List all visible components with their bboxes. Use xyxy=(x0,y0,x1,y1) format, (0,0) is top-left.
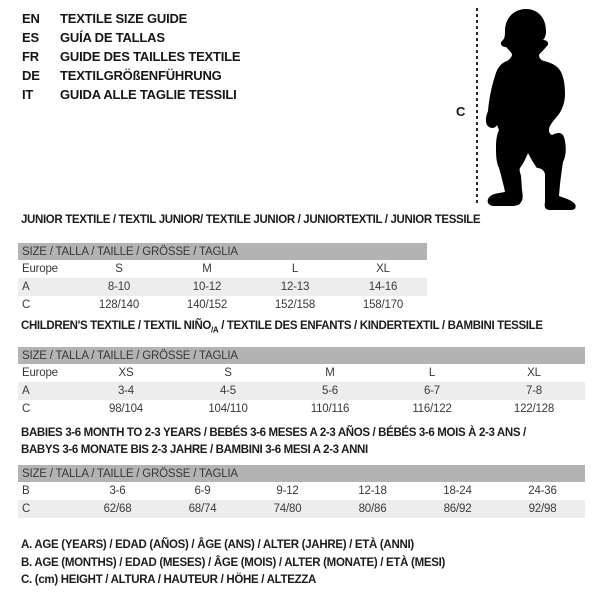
language-code: IT xyxy=(22,87,34,102)
size-cell: 18-24 xyxy=(443,485,472,497)
language-label: GUIDE DES TAILLES TEXTILE xyxy=(60,49,241,64)
size-cell: 12-18 xyxy=(358,485,387,497)
size-cell: S xyxy=(224,367,232,379)
size-header: SIZE / TALLA / TAILLE / GRÖSSE / TAGLIA xyxy=(18,243,427,260)
size-cell: 158/170 xyxy=(362,299,404,311)
note-height-cm: C. (cm) HEIGHT / ALTURA / HAUTEUR / HÖHE / ALTEZZA xyxy=(21,574,317,586)
size-cell: 68/74 xyxy=(160,500,245,518)
size-cell: 104/110 xyxy=(208,403,248,415)
children-table-title xyxy=(21,318,543,338)
children-title-sub: /A xyxy=(211,325,219,335)
table-row-age-months xyxy=(18,482,585,500)
size-cell: 116/122 xyxy=(412,403,452,415)
language-label: TEXTILE SIZE GUIDE xyxy=(60,11,188,26)
size-cell: 9-12 xyxy=(276,485,299,497)
legend-notes xyxy=(21,537,445,590)
table-row-height xyxy=(18,500,585,518)
language-row-de xyxy=(22,66,240,85)
size-cell: 3-6 xyxy=(109,485,126,497)
size-cell: 8-10 xyxy=(75,278,163,296)
baby-silhouette-icon xyxy=(484,4,596,214)
language-row-es xyxy=(22,28,240,47)
size-cell: 24-36 xyxy=(528,485,557,497)
language-title-list xyxy=(22,9,240,104)
table-row-age xyxy=(18,382,585,400)
row-label: A xyxy=(18,278,75,296)
size-cell: 80/86 xyxy=(330,500,415,518)
size-cell: 74/80 xyxy=(245,500,330,518)
children-title-text: / TEXTILE DES ENFANTS / KINDERTEXTIL / BAMBINI TESSILE xyxy=(218,320,543,332)
children-size-table xyxy=(18,347,585,418)
size-cell: XL xyxy=(376,263,390,275)
children-title-text: CHILDREN'S TEXTILE / TEXTIL NIÑO xyxy=(21,320,212,332)
row-label: C xyxy=(22,403,31,415)
table-row-europe xyxy=(18,364,585,382)
size-header-row xyxy=(18,243,427,260)
language-label: GUÍA DE TALLAS xyxy=(60,30,165,45)
size-cell: 6-7 xyxy=(381,382,483,400)
language-row-en xyxy=(22,9,240,28)
row-label: C xyxy=(22,299,31,311)
row-label: B xyxy=(22,485,30,497)
babies-title-line1: BABIES 3-6 MONTH TO 2-3 YEARS / BEBÉS 3-6 MESES A 2-3 AÑOS / BÉBÉS 3-6 MOIS À 2-3 ANS / xyxy=(21,427,526,439)
table-row-height xyxy=(18,400,585,418)
junior-table-title: JUNIOR TEXTILE / TEXTIL JUNIOR/ TEXTILE JUNIOR / JUNIORTEXTIL / JUNIOR TESSILE xyxy=(21,214,481,226)
size-cell: 92/98 xyxy=(500,500,585,518)
babies-table-title xyxy=(21,425,526,459)
babies-title-line2: BABYS 3-6 MONATE BIS 2-3 JAHRE / BAMBINI 3-6 MESI A 2-3 ANNI xyxy=(21,444,368,456)
size-cell: 3-4 xyxy=(75,382,177,400)
size-cell: 12-13 xyxy=(251,278,339,296)
size-cell: S xyxy=(115,263,123,275)
language-row-it xyxy=(22,85,240,104)
language-code: ES xyxy=(22,30,39,45)
babies-size-table xyxy=(18,465,585,518)
size-cell: 14-16 xyxy=(339,278,427,296)
size-header: SIZE / TALLA / TAILLE / GRÖSSE / TAGLIA xyxy=(18,465,585,482)
size-cell: 140/152 xyxy=(186,299,228,311)
language-row-fr xyxy=(22,47,240,66)
size-cell: 122/128 xyxy=(513,403,555,415)
size-cell: 86/92 xyxy=(415,500,500,518)
language-label: TEXTILGRÖßENFÜHRUNG xyxy=(60,68,222,83)
size-cell: 98/104 xyxy=(109,403,143,415)
note-age-months: B. AGE (MONTHS) / EDAD (MESES) / ÂGE (MOIS) / ALTER (MONATE) / ETÀ (MESI) xyxy=(21,556,446,569)
size-cell: 10-12 xyxy=(163,278,251,296)
size-header: SIZE / TALLA / TAILLE / GRÖSSE / TAGLIA xyxy=(18,347,585,364)
size-cell: M xyxy=(202,263,212,275)
row-label: Europe xyxy=(22,263,58,275)
size-cell: 62/68 xyxy=(75,500,160,518)
language-code: EN xyxy=(22,11,40,26)
language-label: GUIDA ALLE TAGLIE TESSILI xyxy=(60,87,237,102)
size-cell: L xyxy=(428,367,436,379)
row-label: Europe xyxy=(22,367,58,379)
row-label: C xyxy=(18,500,75,518)
row-label: A xyxy=(18,382,75,400)
size-cell: 128/140 xyxy=(98,299,140,311)
table-row-age xyxy=(18,278,427,296)
size-cell: XS xyxy=(118,367,134,379)
language-code: DE xyxy=(22,68,40,83)
junior-size-table xyxy=(18,243,427,314)
table-row-europe xyxy=(18,260,427,278)
size-cell: XL xyxy=(527,367,541,379)
size-cell: 4-5 xyxy=(177,382,279,400)
note-age-years: A. AGE (YEARS) / EDAD (AÑOS) / ÂGE (ANS) / ALTER (JAHRE) / ETÀ (ANNI) xyxy=(21,539,414,551)
size-cell: 7-8 xyxy=(483,382,585,400)
size-cell: 152/158 xyxy=(274,299,316,311)
height-measure-dashed-line xyxy=(476,8,478,205)
size-cell: 110/116 xyxy=(310,403,350,415)
measure-c-label: C xyxy=(456,104,466,119)
table-row-height xyxy=(18,296,427,314)
size-cell: L xyxy=(291,263,299,275)
size-header-row xyxy=(18,347,585,364)
language-code: FR xyxy=(22,49,39,64)
size-cell: M xyxy=(325,367,335,379)
size-header-row xyxy=(18,465,585,482)
size-cell: 6-9 xyxy=(194,485,211,497)
size-cell: 5-6 xyxy=(279,382,381,400)
